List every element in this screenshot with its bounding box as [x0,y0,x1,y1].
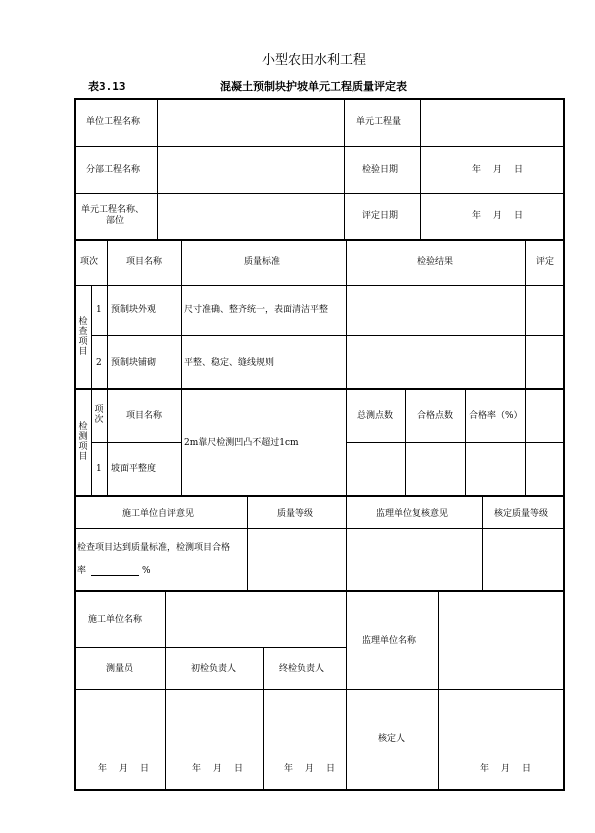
measure-total-points: 总测点数 [357,411,394,421]
line-sign-1 [74,647,347,648]
measure-header-name: 项目名称 [126,411,163,421]
date-verifier-d: 日 [522,764,532,774]
vline-result-2 [465,388,466,496]
inspect-item-1-standard: 尺寸准确、整齐统一，表面清洁平整 [184,305,329,315]
date-initial-y: 年 [192,764,202,774]
label-evaluation-date: 评定日期 [362,211,399,221]
vline-eval [525,239,526,496]
col-inspection-result: 检验结果 [417,257,454,267]
vline-eval-c [482,495,483,591]
vline-sign-a [165,590,166,790]
label-quality-grade: 质量等级 [277,509,314,519]
line-table-header [74,285,565,286]
measure-item-no: 1 [96,464,102,474]
vline-sign-d [438,590,439,790]
line-inspect-2 [74,388,565,390]
line-info-3 [74,239,565,241]
pass-rate-blank[interactable] [91,574,139,576]
label-division-project-name: 分部工程名称 [86,165,141,175]
border-right [563,98,565,791]
vline-itemname [181,239,182,496]
date-final-d: 日 [326,764,336,774]
line-inspect-1 [91,335,565,336]
vline-standard [346,239,347,496]
vline-result-1 [405,388,406,496]
group-inspection: 检查项目 [78,317,88,357]
measure-header-no: 项次 [94,405,104,425]
date-evaluation-d: 日 [514,211,524,221]
date-initial-m: 月 [213,764,223,774]
group-measurement: 检测项目 [78,422,88,462]
date-surveyor-m: 月 [119,764,129,774]
col-item-name: 项目名称 [126,257,163,267]
eval-statement-line1: 检查项目达到质量标准，检测项目合格 [77,543,231,553]
vline-sign-b [263,647,264,790]
label-final-inspector: 终检负责人 [279,664,325,674]
table-number: 表3.13 [88,80,126,93]
date-verifier-m: 月 [501,764,511,774]
line-measure-end [74,495,565,497]
date-surveyor-d: 日 [140,764,150,774]
vline-eval-a [247,495,248,591]
vline-sign-c [346,590,347,790]
date-inspection-m: 月 [493,165,503,175]
vline-group [91,285,92,496]
border-bottom [74,789,565,791]
label-supervisor-name: 监理单位名称 [362,636,417,646]
border-top [74,98,565,100]
vline-info-b [344,98,345,240]
line-info-2 [74,193,565,194]
measure-pass-points: 合格点数 [417,411,454,421]
measure-standard: 2m靠尺检测凹凸不超过1cm [184,438,299,448]
inspect-item-1-name: 预制块外观 [111,305,157,315]
line-eval-end [74,590,565,592]
inspect-item-2-name: 预制块铺砌 [111,358,157,368]
date-final-m: 月 [305,764,315,774]
eval-statement-percent: % [142,566,151,576]
line-info-1 [74,146,565,147]
label-unit-element-quantity: 单元工程量 [356,117,402,127]
vline-info-c [420,98,421,240]
label-element-name-line1: 单元工程名称、 [81,205,145,215]
border-left [74,98,76,791]
measure-pass-rate: 合格率（%） [469,411,523,421]
label-contractor-name: 施工单位名称 [88,615,143,625]
vline-itemno [107,239,108,496]
date-evaluation-y: 年 [472,211,482,221]
col-quality-standard: 质量标准 [244,257,281,267]
line-eval-header [74,528,565,529]
inspect-item-2-standard: 平整、稳定、缝线规则 [184,358,275,368]
col-item-no: 项次 [80,257,99,267]
label-element-name-line2: 部位 [106,216,125,226]
inspect-item-2-no: 2 [96,358,102,368]
eval-statement-rate: 率 [77,566,87,576]
label-unit-project-name: 单位工程名称 [86,117,141,127]
label-initial-inspector: 初检负责人 [191,664,237,674]
label-verifier: 核定人 [378,734,406,744]
form-title: 混凝土预制块护坡单元工程质量评定表 [220,80,407,93]
label-contractor-self-eval: 施工单位自评意见 [122,509,195,519]
line-measure-header-right [346,442,565,443]
date-evaluation-m: 月 [493,211,503,221]
date-inspection-y: 年 [472,165,482,175]
label-verified-grade: 核定质量等级 [494,509,549,519]
line-sign-2 [74,689,565,690]
date-final-y: 年 [284,764,294,774]
date-verifier-y: 年 [480,764,490,774]
vline-eval-b [346,495,347,591]
date-initial-d: 日 [234,764,244,774]
line-measure-header [91,442,181,443]
col-evaluation: 评定 [536,257,555,267]
label-supervisor-review: 监理单位复核意见 [376,509,449,519]
vline-info-a [157,98,158,240]
label-surveyor: 测量员 [106,664,134,674]
measure-item-name: 坡面平整度 [111,464,157,474]
inspect-item-1-no: 1 [96,305,102,315]
top-title: 小型农田水利工程 [262,53,367,68]
date-surveyor-y: 年 [98,764,108,774]
label-inspection-date: 检验日期 [362,165,399,175]
date-inspection-d: 日 [514,165,524,175]
